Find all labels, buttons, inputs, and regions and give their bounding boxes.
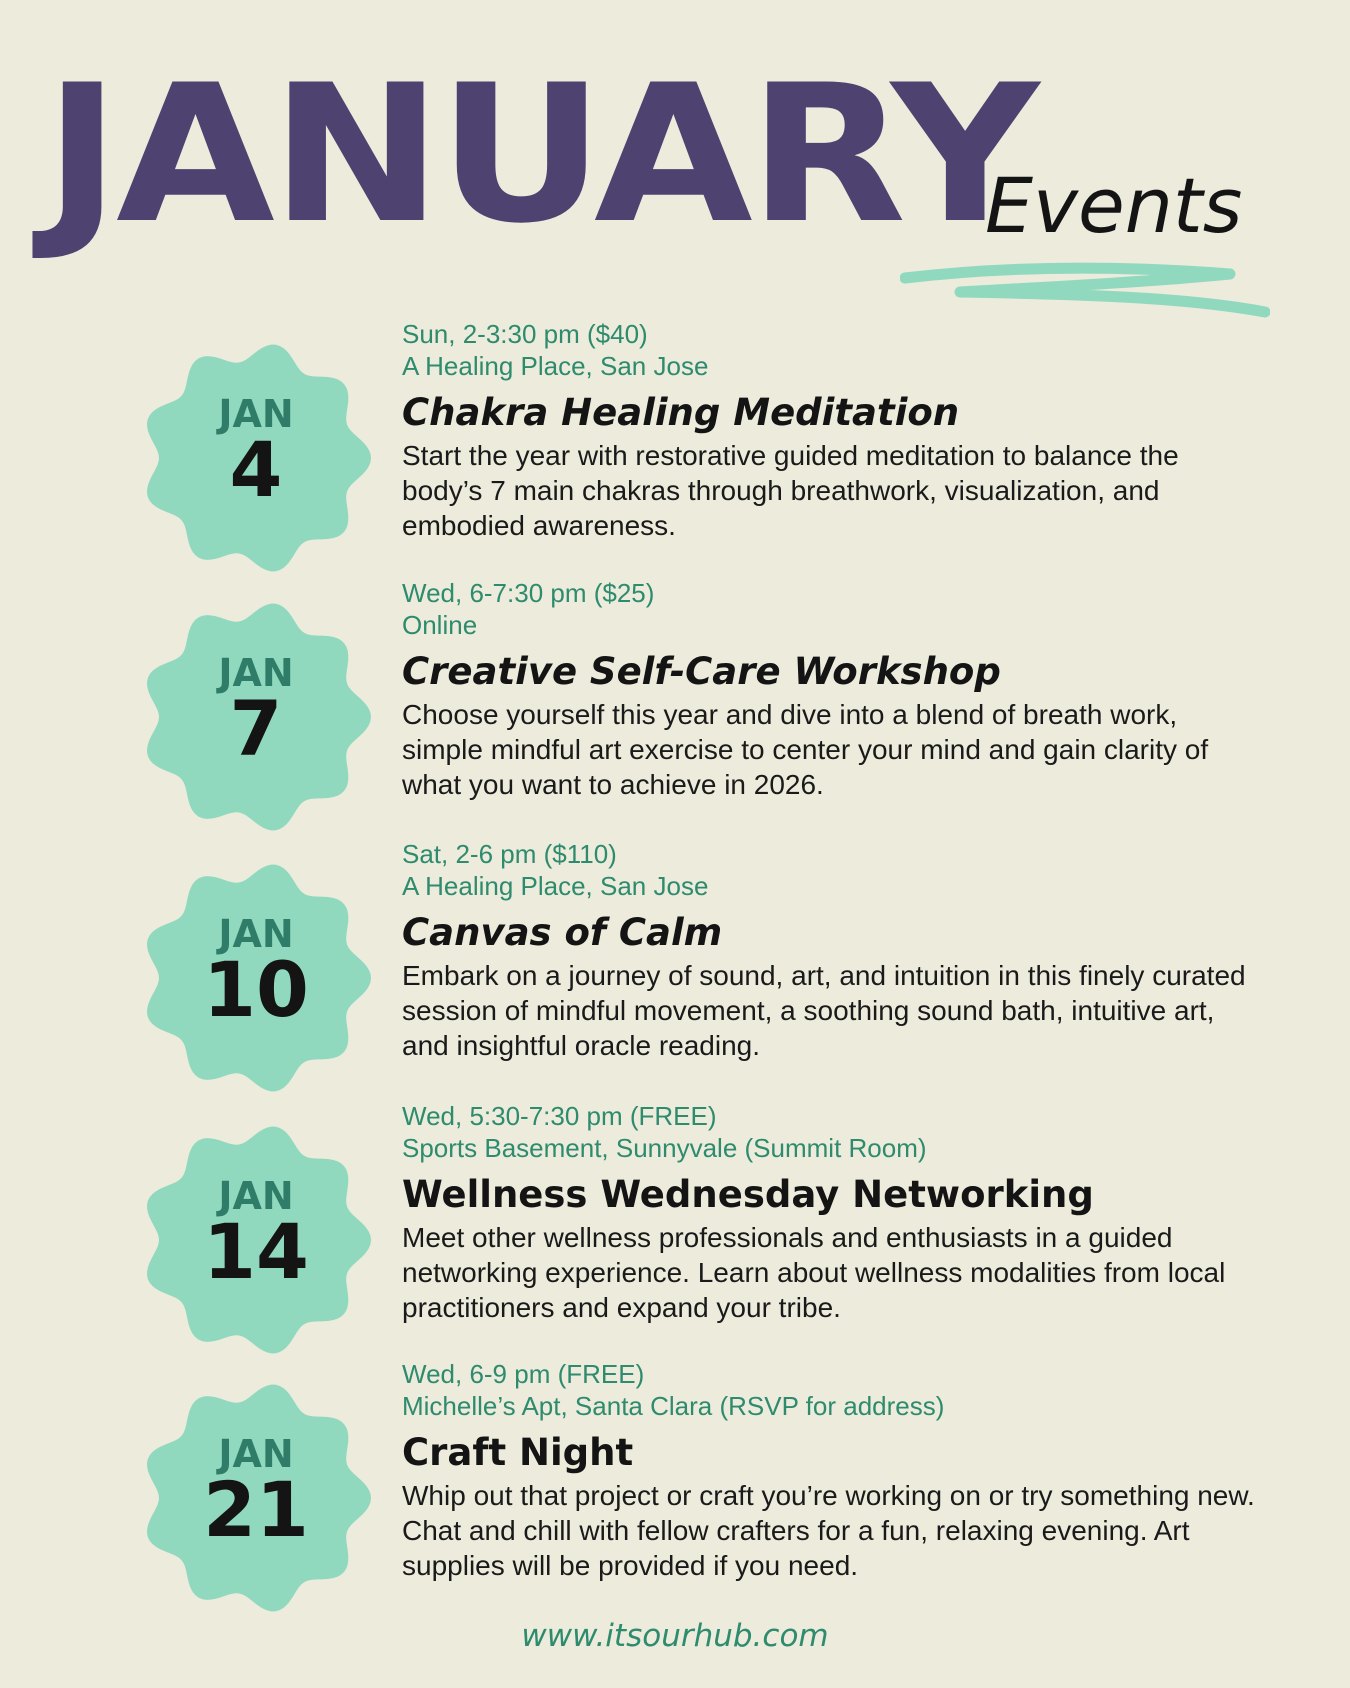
badge-month: JAN [218,912,294,956]
badge-day: 7 [229,684,283,773]
event-title: Wellness Wednesday Networking [402,1173,1094,1216]
event-item [0,1358,1350,1608]
badge-day: 10 [203,945,309,1034]
event-title: Creative Self-Care Workshop [402,650,1001,693]
event-time: Wed, 6-7:30 pm ($25) [402,578,655,608]
event-item [0,577,1350,827]
badge-day: 4 [229,425,283,514]
event-description: Meet other wellness professionals and enthusiasts in a guided networking experience. Learn about wellness modalities from local practitioners and expand your tribe. [402,1222,1226,1323]
date-badge [136,1378,376,1618]
badge-day: 14 [203,1207,309,1296]
badge-month: JAN [218,392,294,436]
event-time: Wed, 6-9 pm (FREE) [402,1359,645,1389]
event-title: Chakra Healing Meditation [402,391,960,434]
date-badge [136,338,376,578]
event-location: Sports Basement, Sunnyvale (Summit Room) [402,1133,927,1163]
event-item [0,1100,1350,1350]
event-description: Choose yourself this year and dive into a blend of breath work, simple mindful art exercise to center your mind and gain clarity of what you want to achieve in 2026. [402,699,1209,800]
event-time: Sat, 2-6 pm ($110) [402,839,617,869]
event-time: Sun, 2-3:30 pm ($40) [402,319,648,349]
event-description: Embark on a journey of sound, art, and intuition in this finely curated session of mindful movement, a soothing sound bath, intuitive art, and insightful oracle reading. [402,960,1246,1061]
event-description: Whip out that project or craft you’re working on or try something new. Chat and chill with fellow crafters for a fun, relaxing evening. Art supplies will be provided if you need. [402,1480,1255,1581]
event-location: A Healing Place, San Jose [402,871,709,901]
event-location: Michelle’s Apt, Santa Clara (RSVP for address) [402,1391,945,1421]
event-description: Start the year with restorative guided meditation to balance the body’s 7 main chakras through breathwork, visualization, and embodied awareness. [402,440,1179,541]
event-title: Craft Night [402,1431,634,1474]
badge-day: 21 [203,1465,309,1554]
badge-month: JAN [218,1174,294,1218]
event-title: Canvas of Calm [402,911,723,954]
badge-month: JAN [218,651,294,695]
event-location: Online [402,610,478,640]
event-location: A Healing Place, San Jose [402,351,709,381]
website-link[interactable]: www.itsourhub.com [521,1618,829,1654]
date-badge [136,858,376,1098]
event-item [0,318,1350,568]
date-badge [136,1120,376,1360]
badge-month: JAN [218,1432,294,1476]
page-subtitle: Events [985,161,1243,250]
event-time: Wed, 5:30-7:30 pm (FREE) [402,1101,717,1131]
event-item [0,838,1350,1088]
date-badge [136,597,376,837]
page-title: JANUARY [44,44,1036,265]
